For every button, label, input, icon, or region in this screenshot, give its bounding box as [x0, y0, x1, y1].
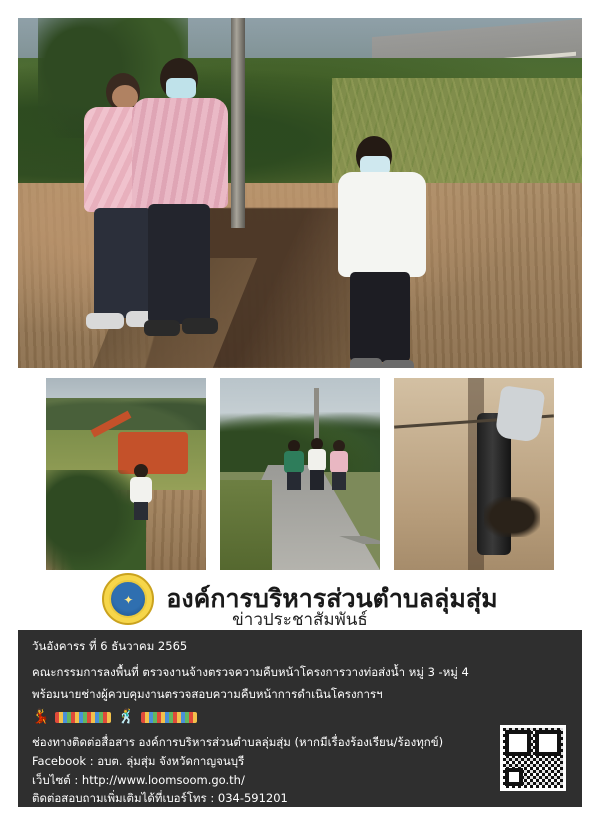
person-shoe — [182, 318, 218, 334]
qr-finder-bottom-left — [505, 768, 523, 786]
contact-header: ช่องทางติดต่อสื่อสาร องค์การบริหารส่วนตำบลลุ่มสุ่ม (หากมีเรื่องร้องเรียน/ร้องทุกข์) — [32, 735, 444, 750]
contact-block — [32, 734, 568, 808]
dancer-icon: 💃 — [32, 709, 50, 726]
publish-date: วันอังคารร ที่ 6 ธันวาคม 2565 — [32, 639, 188, 653]
thumb2-roadside-grass — [220, 480, 272, 570]
face-mask-icon — [166, 78, 196, 98]
person-head — [134, 464, 148, 478]
person-shoe — [350, 358, 382, 368]
organization-name: องค์การบริหารส่วนตำบลลุ่มสุ่ม — [166, 584, 498, 614]
announcement-line-2: พร้อมนายช่างผู้ควบคุมงานตรวจสอบความคืบหน้าการดำเนินโครงการฯ — [32, 686, 383, 701]
hero-person-center — [130, 58, 230, 353]
thumbnail-excavator — [46, 378, 206, 570]
dancer-icon: 🕺 — [117, 709, 135, 726]
thumbnail-roadside — [220, 378, 380, 570]
qr-code-icon[interactable] — [500, 725, 566, 791]
person-shoe — [382, 360, 414, 368]
thumb1-person — [130, 464, 152, 520]
hero-utility-pole — [231, 18, 245, 228]
thumb2-person — [330, 440, 348, 490]
contact-website[interactable]: เว็บไซต์ : http://www.loomsoom.go.th/ — [32, 772, 245, 787]
thumb3-plastic-bag — [495, 385, 546, 443]
person-shirt — [330, 451, 348, 473]
emblem-glyph: ✦ — [123, 592, 134, 607]
info-bar — [18, 630, 582, 807]
organization-subtitle: ข่าวประชาสัมพันธ์ — [232, 610, 368, 630]
excavator-body-icon — [118, 432, 188, 474]
person-trousers — [350, 272, 410, 362]
thumbnail-row — [46, 378, 554, 570]
person-shirt — [130, 477, 152, 503]
flag-garland-icon — [55, 712, 111, 723]
person-shirt — [308, 449, 326, 471]
person-trousers — [287, 472, 301, 490]
person-trousers — [310, 470, 324, 490]
person-shoe — [144, 320, 180, 336]
person-trousers — [134, 502, 148, 520]
person-shoe — [86, 313, 124, 329]
thumb2-person — [284, 440, 304, 490]
person-shirt — [132, 98, 228, 208]
person-trousers — [332, 472, 346, 490]
contact-phone: ติดต่อสอบถามเพิ่มเติมได้ที่เบอร์โทร : 034-591201 — [32, 791, 288, 806]
contact-facebook[interactable]: Facebook : อบต. ลุ่มสุ่ม จังหวัดกาญจนบุรี — [32, 753, 245, 768]
announcement-line-1: คณะกรรมการลงพื้นที่ ตรวจงานจ้างตรวจความคืบหน้าโครงการวางท่อส่งน้ำ หมู่ 3 -หมู่ 4 — [32, 665, 469, 679]
thumb3-excavation-hole — [484, 497, 540, 537]
person-shirt — [338, 172, 426, 277]
thumbnail-pipe-closeup — [394, 378, 554, 570]
hero-photo — [18, 18, 582, 368]
person-trousers — [148, 204, 210, 324]
decorative-divider — [32, 708, 568, 726]
person-shirt — [284, 451, 304, 473]
thumb2-person — [308, 438, 326, 490]
flag-garland-icon — [141, 712, 197, 723]
hero-person-right — [334, 136, 434, 368]
